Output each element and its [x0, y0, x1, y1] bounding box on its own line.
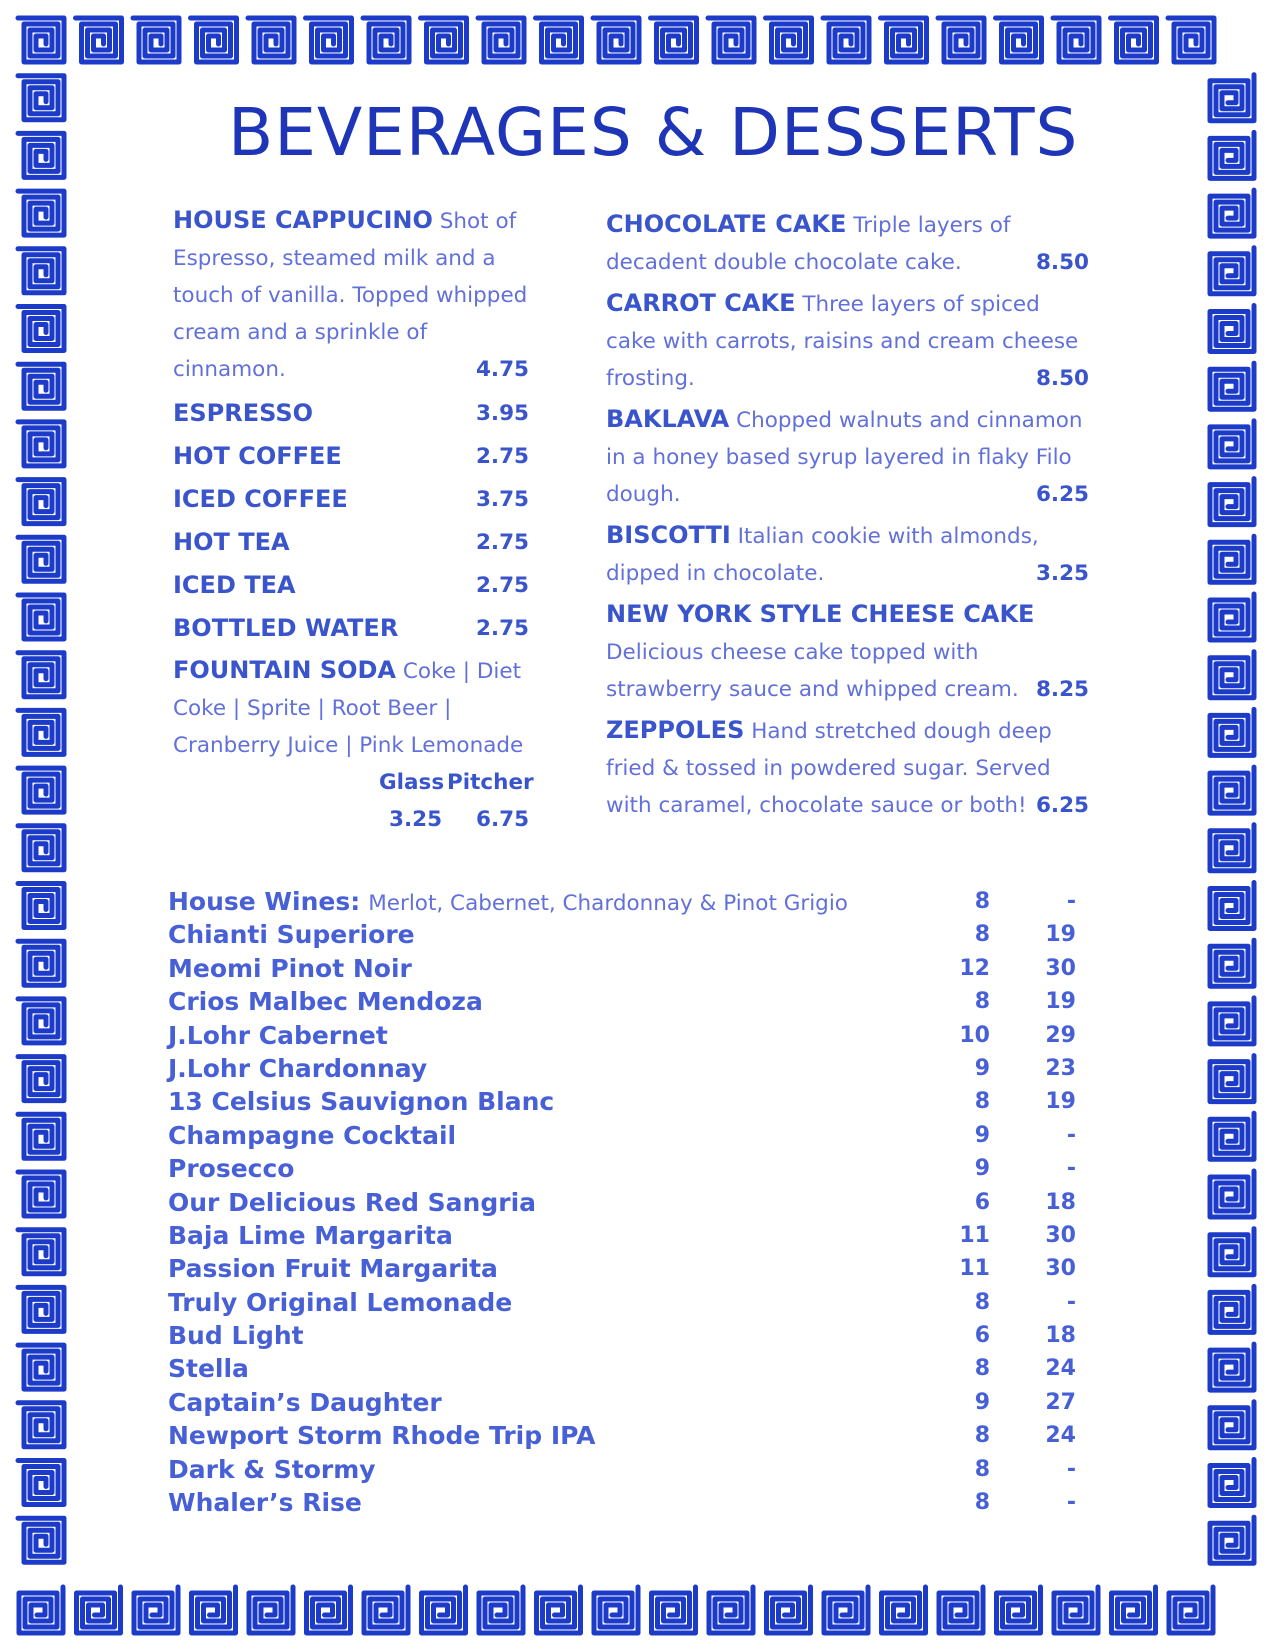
item-name: HOUSE CAPPUCINO: [173, 206, 433, 234]
item-price: 2.75: [475, 444, 529, 469]
item-description: Shot of Espresso, steamed milk and a touch of vanilla. Topped whipped cream and a sprinkle of cinnamon.: [173, 209, 528, 382]
drink-glass-price: 8: [974, 1356, 990, 1382]
drink-glass-price: 9: [974, 1055, 990, 1081]
drink-row: [168, 1286, 1108, 1319]
greek-key-tile: [1210, 1113, 1254, 1159]
greek-key-tile: [1210, 825, 1254, 871]
drink-name: Whaler’s Rise: [168, 1488, 362, 1518]
drink-row: [168, 1386, 1108, 1419]
greek-key-tile: [1210, 652, 1254, 698]
greek-key-tile: [18, 884, 64, 928]
menu-item-biscotti: [606, 517, 1089, 592]
glass-label: Glass: [379, 770, 445, 795]
item-name: ICED COFFEE: [173, 485, 348, 513]
drink-name: J.Lohr Cabernet: [168, 1020, 388, 1050]
greek-key-tile: [18, 1461, 64, 1505]
drink-name: Crios Malbec Mendoza: [168, 987, 483, 1017]
item-price: 4.75: [475, 357, 529, 382]
greek-key-tile: [1112, 1587, 1156, 1633]
drink-glass-price: 9: [974, 1156, 990, 1182]
drink-name: Bud Light: [168, 1321, 304, 1351]
drink-glass-price: 12: [959, 955, 990, 981]
drink-bottle-price: 30: [1045, 1256, 1076, 1282]
greek-key-tile: [1210, 1286, 1254, 1332]
menu-item-fountain-soda: [173, 652, 529, 764]
greek-key-tile: [133, 18, 179, 62]
greek-key-tile: [18, 422, 64, 466]
drink-glass-price: 10: [959, 1022, 990, 1048]
pitcher-price: 6.75: [476, 807, 530, 832]
greek-key-tile: [364, 1587, 408, 1633]
greek-key-tile: [1210, 306, 1254, 352]
item-name: HOT COFFEE: [173, 442, 342, 470]
item-description: Italian cookie with almonds, dipped in chocolate.: [606, 524, 1039, 586]
drink-bottle-price: 30: [1045, 1222, 1076, 1248]
drink-bottle-price: -: [1066, 1456, 1076, 1482]
greek-key-tile: [1210, 767, 1254, 813]
greek-key-tile: [593, 18, 639, 62]
drink-name: 13 Celsius Sauvignon Blanc: [168, 1087, 555, 1117]
greek-key-tile: [1210, 190, 1254, 236]
greek-key-tile: [18, 1287, 64, 1331]
item-description: Triple layers of decadent double chocolate cake.: [606, 213, 1011, 275]
drink-name: Meomi Pinot Noir: [168, 953, 412, 983]
greek-key-tile: [18, 133, 64, 177]
greek-key-tile: [1210, 536, 1254, 582]
greek-key-tile: [882, 1587, 926, 1633]
drink-bottle-price: 19: [1045, 922, 1076, 948]
greek-key-tile: [881, 18, 927, 62]
greek-key-tile: [1169, 1587, 1213, 1633]
drink-row: [168, 1419, 1108, 1452]
drink-bottle-price: 24: [1045, 1356, 1076, 1382]
greek-key-tile: [1210, 421, 1254, 467]
greek-key-tile: [1210, 248, 1254, 294]
greek-key-tile: [18, 307, 64, 351]
greek-key-tile: [18, 710, 64, 754]
soda-size-prices: [173, 764, 534, 838]
drinks-list: [168, 885, 1108, 1519]
greek-key-tile: [767, 1587, 811, 1633]
drink-glass-price: 8: [974, 1490, 990, 1516]
greek-key-tile: [77, 1587, 121, 1633]
menu-item-carrot-cake: [606, 285, 1089, 397]
greek-key-tile: [18, 191, 64, 235]
item-name: BAKLAVA: [606, 405, 730, 433]
greek-key-tile: [421, 18, 467, 62]
greek-key-tile: [709, 1587, 753, 1633]
menu-item-zeppoles: [606, 712, 1089, 824]
item-name: CHOCOLATE CAKE: [606, 210, 847, 238]
drink-name: Newport Storm Rhode Trip IPA: [168, 1421, 596, 1451]
menu-item-hot-tea: [173, 521, 529, 564]
drink-name: Champagne Cocktail: [168, 1120, 457, 1150]
drink-row: [168, 1219, 1108, 1252]
greek-key-tile: [997, 1587, 1041, 1633]
greek-key-tile: [307, 1587, 351, 1633]
item-price: 6.25: [1035, 793, 1089, 818]
drink-glass-price: 11: [959, 1222, 990, 1248]
drink-glass-price: 11: [959, 1256, 990, 1282]
item-price: 2.75: [475, 616, 529, 641]
greek-key-tile: [537, 1587, 581, 1633]
item-name: ZEPPOLES: [606, 716, 745, 744]
greek-key-tile: [422, 1587, 466, 1633]
item-description: Coke | Diet Coke | Sprite | Root Beer | Cranberry Juice | Pink Lemonade: [173, 659, 524, 758]
drink-row: [168, 952, 1108, 985]
drink-name: Passion Fruit Margarita: [168, 1254, 498, 1284]
drink-bottle-price: 18: [1045, 1323, 1076, 1349]
drink-row: [168, 1052, 1108, 1085]
item-price: 3.25: [1035, 561, 1089, 586]
greek-key-tile: [18, 1345, 64, 1389]
greek-key-tile: [1210, 479, 1254, 525]
menu-item-cheesecake: [606, 596, 1089, 708]
greek-key-tile: [18, 1518, 64, 1562]
drink-row: [168, 1152, 1108, 1185]
greek-key-tile: [1210, 1056, 1254, 1102]
greek-key-tile: [18, 1057, 64, 1101]
greek-key-tile: [18, 480, 64, 524]
greek-key-tile: [939, 1587, 983, 1633]
drink-row: [168, 885, 1108, 918]
greek-key-tile: [1210, 1171, 1254, 1217]
desserts-column: [606, 206, 1089, 824]
drink-bottle-price: -: [1066, 1122, 1076, 1148]
greek-key-tile: [18, 18, 64, 62]
drink-row: [168, 918, 1108, 951]
menu-item-baklava: [606, 401, 1089, 513]
drink-bottle-price: -: [1066, 1156, 1076, 1182]
pitcher-label: Pitcher: [447, 770, 534, 795]
greek-key-tile: [18, 1114, 64, 1158]
drink-glass-price: 9: [974, 1389, 990, 1415]
greek-key-tile: [1210, 594, 1254, 640]
greek-key-tile: [18, 76, 64, 120]
drink-glass-price: 8: [974, 1289, 990, 1315]
greek-key-tile: [18, 653, 64, 697]
greek-key-tile: [1210, 709, 1254, 755]
drink-name: Truly Original Lemonade: [168, 1287, 513, 1317]
drink-bottle-price: -: [1066, 1289, 1076, 1315]
drink-glass-price: 8: [974, 1089, 990, 1115]
greek-key-tile: [248, 18, 294, 62]
menu-item-iced-coffee: [173, 478, 529, 521]
drink-glass-price: 8: [974, 922, 990, 948]
drink-bottle-price: 30: [1045, 955, 1076, 981]
drink-bottle-price: 27: [1045, 1389, 1076, 1415]
greek-key-tile: [823, 18, 869, 62]
drink-glass-price: 8: [974, 989, 990, 1015]
greek-key-tile: [306, 18, 352, 62]
drink-row: [168, 1019, 1108, 1052]
drink-glass-price: 9: [974, 1122, 990, 1148]
greek-key-tile: [938, 18, 984, 62]
page-title: BEVERAGES & DESSERTS: [228, 94, 1079, 171]
beverages-column: [173, 202, 534, 838]
greek-key-tile: [363, 18, 409, 62]
item-name: BISCOTTI: [606, 521, 731, 549]
menu-item-espresso: [173, 392, 529, 435]
drink-row: [168, 1319, 1108, 1352]
greek-key-tile: [18, 999, 64, 1043]
greek-key-tile: [18, 941, 64, 985]
drink-name: Chianti Superiore: [168, 920, 415, 950]
menu-item-iced-tea: [173, 564, 529, 607]
greek-key-tile: [1210, 75, 1254, 121]
drink-glass-price: 8: [974, 1423, 990, 1449]
greek-key-tile: [18, 1403, 64, 1447]
greek-key-tile: [18, 768, 64, 812]
drink-name: House Wines:: [168, 887, 361, 916]
drink-name: Baja Lime Margarita: [168, 1220, 453, 1250]
greek-key-tile: [1210, 998, 1254, 1044]
item-description: Delicious cheese cake topped with strawberry sauce and whipped cream.: [606, 640, 1019, 702]
drink-bottle-price: 24: [1045, 1423, 1076, 1449]
menu-item-bottled-water: [173, 607, 529, 650]
drink-name: Stella: [168, 1354, 249, 1384]
greek-key-tile: [18, 364, 64, 408]
item-price: 2.75: [475, 530, 529, 555]
menu-item-hot-coffee: [173, 435, 529, 478]
drink-glass-price: 6: [974, 1323, 990, 1349]
greek-key-tile: [478, 18, 524, 62]
greek-key-tile: [766, 18, 812, 62]
greek-key-tile: [1210, 363, 1254, 409]
greek-key-tile: [18, 1172, 64, 1216]
drink-row: [168, 1186, 1108, 1219]
drink-row: [168, 1352, 1108, 1385]
greek-key-tile: [134, 1587, 178, 1633]
greek-key-tile: [18, 1230, 64, 1274]
greek-key-tile: [652, 1587, 696, 1633]
glass-price: 3.25: [389, 807, 443, 832]
greek-key-tile: [1210, 132, 1254, 178]
item-description: Chopped walnuts and cinnamon in a honey based syrup layered in flaky Filo dough.: [606, 408, 1083, 507]
greek-key-tile: [1210, 1344, 1254, 1390]
item-price: 8.25: [1035, 677, 1089, 702]
item-description: Three layers of spiced cake with carrots, raisins and cream cheese frosting.: [606, 292, 1079, 391]
menu-item-cappuccino: [173, 202, 529, 388]
greek-key-tile: [479, 1587, 523, 1633]
item-name: ESPRESSO: [173, 399, 314, 427]
item-name: HOT TEA: [173, 528, 290, 556]
item-name: ICED TEA: [173, 571, 296, 599]
item-name: FOUNTAIN SODA: [173, 656, 397, 684]
greek-key-tile: [76, 18, 122, 62]
greek-key-tile: [708, 18, 754, 62]
drink-bottle-price: 29: [1045, 1022, 1076, 1048]
item-description: Hand stretched dough deep fried & tossed in powdered sugar. Served with caramel, chocolate sauce or both!: [606, 719, 1052, 818]
greek-key-tile: [192, 1587, 236, 1633]
greek-key-tile: [249, 1587, 293, 1633]
drink-bottle-price: 18: [1045, 1189, 1076, 1215]
drink-name: Dark & Stormy: [168, 1454, 376, 1484]
greek-key-tile: [1210, 1517, 1254, 1563]
greek-key-tile: [536, 18, 582, 62]
greek-key-tile: [1054, 1587, 1098, 1633]
greek-key-tile: [996, 18, 1042, 62]
greek-key-tile: [191, 18, 237, 62]
greek-key-tile: [1210, 1229, 1254, 1275]
drink-bottle-price: 19: [1045, 989, 1076, 1015]
drink-name: J.Lohr Chardonnay: [168, 1053, 428, 1083]
drink-row: [168, 1486, 1108, 1519]
drink-row: [168, 1252, 1108, 1285]
item-price: 3.75: [475, 487, 529, 512]
drink-bottle-price: 19: [1045, 1089, 1076, 1115]
greek-key-tile: [18, 595, 64, 639]
item-price: 6.25: [1035, 482, 1089, 507]
item-price: 8.50: [1035, 250, 1089, 275]
greek-key-tile: [1210, 1460, 1254, 1506]
drink-row: [168, 985, 1108, 1018]
drink-glass-price: 8: [974, 1456, 990, 1482]
item-name: BOTTLED WATER: [173, 614, 399, 642]
item-name: CARROT CAKE: [606, 289, 796, 317]
item-price: 3.95: [475, 401, 529, 426]
greek-key-tile: [1168, 18, 1214, 62]
menu-item-chocolate-cake: [606, 206, 1089, 281]
drink-bottle-price: 23: [1045, 1055, 1076, 1081]
item-price: 8.50: [1035, 366, 1089, 391]
greek-key-tile: [18, 537, 64, 581]
greek-key-tile: [824, 1587, 868, 1633]
drink-glass-price: 6: [974, 1189, 990, 1215]
greek-key-tile: [1210, 1402, 1254, 1448]
drink-row: [168, 1453, 1108, 1486]
drink-name: Captain’s Daughter: [168, 1387, 442, 1417]
drink-name: Prosecco: [168, 1154, 295, 1184]
greek-key-tile: [18, 826, 64, 870]
item-name: NEW YORK STYLE CHEESE CAKE: [606, 600, 1035, 628]
drink-name: Our Delicious Red Sangria: [168, 1187, 537, 1217]
drink-note: Merlot, Cabernet, Chardonnay & Pinot Grigio: [368, 891, 848, 916]
greek-key-tile: [19, 1587, 63, 1633]
greek-key-tile: [1053, 18, 1099, 62]
drink-row: [168, 1085, 1108, 1118]
greek-key-tile: [651, 18, 697, 62]
greek-key-tile: [18, 249, 64, 293]
greek-key-tile: [594, 1587, 638, 1633]
drink-bottle-price: -: [1066, 889, 1076, 914]
greek-key-tile: [1210, 940, 1254, 986]
drink-glass-price: 8: [974, 889, 990, 914]
drink-row: [168, 1119, 1108, 1152]
item-price: 2.75: [475, 573, 529, 598]
greek-key-tile: [1111, 18, 1157, 62]
drink-bottle-price: -: [1066, 1490, 1076, 1516]
greek-key-tile: [1210, 883, 1254, 929]
